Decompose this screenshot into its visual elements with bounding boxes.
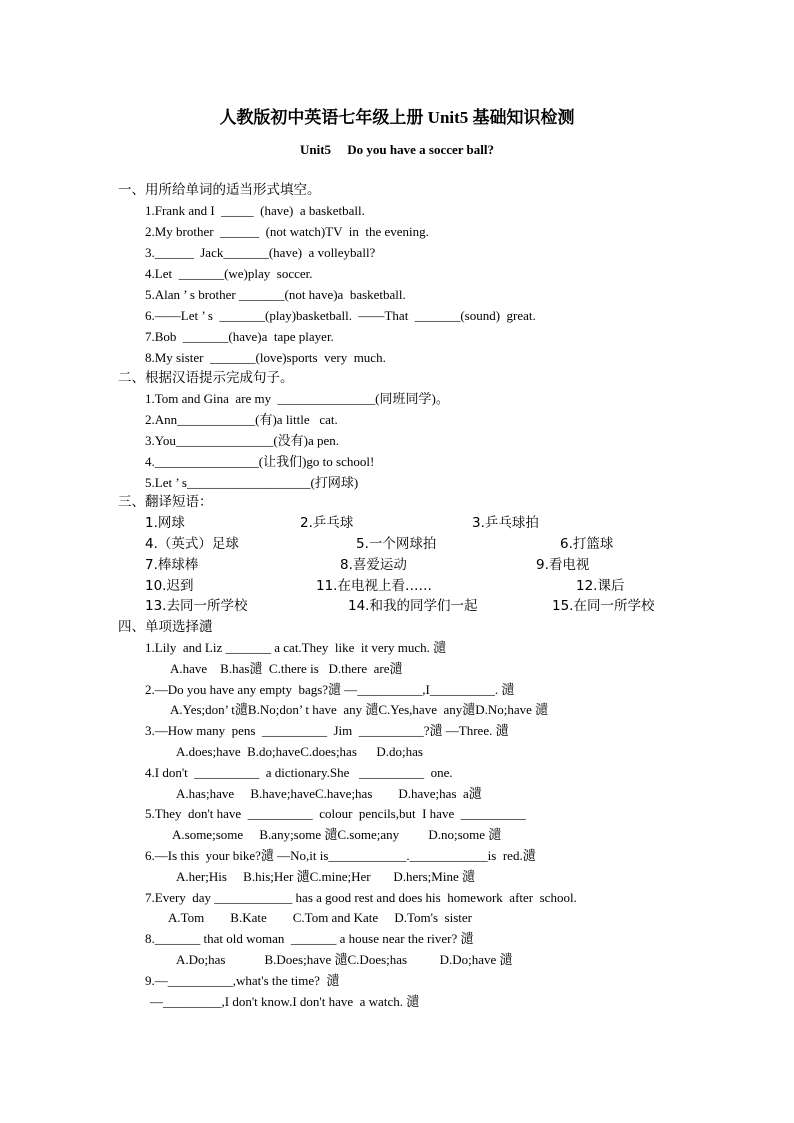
- question-line: 5.Let ’ s___________________(打网球): [145, 475, 359, 490]
- option-line: A.Do;has B.Does;have 瀢C.Does;has D.Do;have 瀢: [176, 952, 513, 967]
- option-line: A.Tom B.Kate C.Tom and Kate D.Tom's sister: [168, 910, 472, 925]
- phrase-item: 12.课后: [576, 578, 625, 594]
- phrase-item: 2.乒乓球: [300, 515, 354, 531]
- option-line: A.her;His B.his;Her 瀢C.mine;Her D.hers;Mine 瀢: [176, 869, 475, 884]
- page-subtitle: Unit5 Do you have a soccer ball?: [299, 142, 495, 157]
- question-line: 2.Ann____________(有)a little cat.: [145, 412, 338, 427]
- phrase-item: 4.（英式）足球: [145, 536, 239, 552]
- phrase-item: 10.迟到: [145, 578, 194, 594]
- question-line: 5.Alan ’ s brother _______(not have)a basketball.: [145, 287, 406, 302]
- phrase-item: 14.和我的同学们一起: [348, 598, 478, 614]
- question-line: 4.________________(让我们)go to school!: [145, 454, 375, 469]
- question-line: 1.Lily and Liz _______ a cat.They like it very much. 瀢: [145, 640, 447, 655]
- option-line: A.some;some B.any;some 瀢C.some;any D.no;some 瀢: [172, 827, 502, 842]
- question-line: 2.My brother ______ (not watch)TV in the evening.: [145, 224, 429, 239]
- question-line: 9.—__________,what's the time? 瀢: [145, 973, 340, 988]
- phrase-item: 1.网球: [145, 515, 185, 531]
- question-line: 7.Every day ____________ has a good rest and does his homework after school.: [145, 890, 577, 905]
- question-line: 1.Tom and Gina are my _______________(同班同学)。: [145, 391, 449, 406]
- option-line: A.has;have B.have;haveC.have;has D.have;has a瀢: [176, 786, 482, 801]
- question-line: 1.Frank and I _____ (have) a basketball.: [145, 203, 365, 218]
- option-line: A.does;have B.do;haveC.does;has D.do;has: [176, 744, 423, 759]
- section-heading-2: 二、根据汉语提示完成句子。: [118, 370, 294, 386]
- phrase-item: 13.去同一所学校: [145, 598, 248, 614]
- section-heading-4: 四、单项选择瀢: [118, 619, 213, 635]
- phrase-item: 3.乒乓球拍: [472, 515, 539, 531]
- question-line: 4.Let _______(we)play soccer.: [145, 266, 313, 281]
- phrase-item: 15.在同一所学校: [552, 598, 655, 614]
- phrase-item: 11.在电视上看……: [316, 578, 432, 594]
- question-line: 3.You_______________(没有)a pen.: [145, 433, 340, 448]
- page-title: 人教版初中英语七年级上册 Unit5 基础知识检测: [219, 108, 575, 127]
- question-line: 4.I don't __________ a dictionary.She __________ one.: [145, 765, 453, 780]
- phrase-item: 6.打篮球: [560, 536, 614, 552]
- question-line: 8._______ that old woman _______ a house near the river? 瀢: [145, 931, 474, 946]
- question-line: 2.—Do you have any empty bags?瀢 —__________,I__________. 瀢: [145, 682, 515, 697]
- option-line: A.have B.has瀢 C.there is D.there are瀢: [170, 661, 403, 676]
- phrase-item: 9.看电视: [536, 557, 590, 573]
- option-line: A.Yes;don’ t瀢B.No;don’ t have any 瀢C.Yes,have any瀢D.No;have 瀢: [170, 702, 549, 717]
- section-heading-3: 三、翻译短语：: [118, 494, 213, 510]
- question-line: 6.——Let ’ s _______(play)basketball. ——That _______(sound) great.: [145, 308, 536, 323]
- question-line: —_________,I don't know.I don't have a watch. 瀢: [150, 994, 420, 1009]
- question-line: 5.They don't have __________ colour pencils,but I have __________: [145, 806, 526, 821]
- phrase-item: 7.棒球棒: [145, 557, 199, 573]
- phrase-item: 5.一个网球拍: [356, 536, 437, 552]
- question-line: 6.—Is this your bike?瀢 —No,it is____________.____________is red.瀢: [145, 848, 536, 863]
- question-line: 8.My sister _______(love)sports very much.: [145, 350, 386, 365]
- section-heading-1: 一、用所给单词的适当形式填空。: [118, 182, 321, 198]
- question-line: 7.Bob _______(have)a tape player.: [145, 329, 334, 344]
- phrase-item: 8.喜爱运动: [340, 557, 407, 573]
- question-line: 3.—How many pens __________ Jim __________?瀢 —Three. 瀢: [145, 723, 509, 738]
- question-line: 3.______ Jack_______(have) a volleyball?: [145, 245, 376, 260]
